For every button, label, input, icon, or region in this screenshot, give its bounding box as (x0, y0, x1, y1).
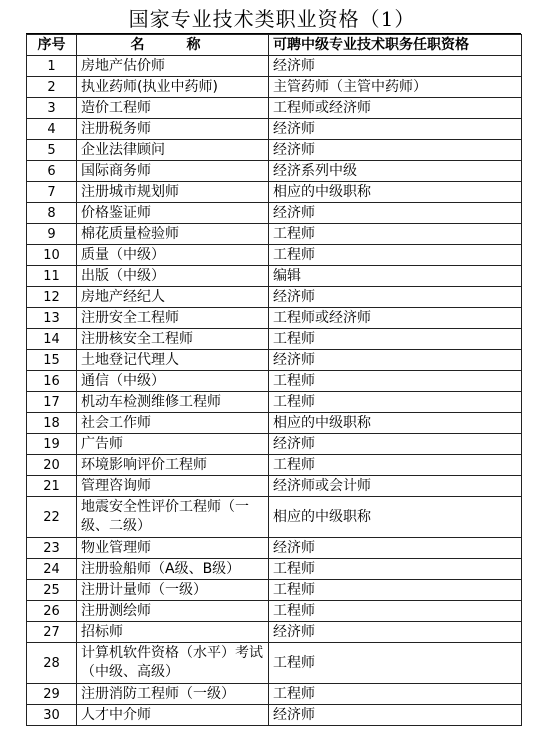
qualification-table (26, 34, 522, 726)
row-number: 14 (27, 329, 77, 350)
table-row (27, 538, 522, 559)
qualification-name: 通信（中级） (77, 371, 269, 392)
qualification-rank: 主管药师（主管中药师） (269, 77, 522, 98)
qualification-rank: 工程师 (269, 329, 522, 350)
table-header-row (27, 35, 522, 56)
qualification-rank: 相应的中级职称 (269, 413, 522, 434)
row-number: 1 (27, 56, 77, 77)
qualification-rank: 经济师 (269, 538, 522, 559)
qualification-name: 注册安全工程师 (77, 308, 269, 329)
table-row (27, 705, 522, 726)
row-number: 18 (27, 413, 77, 434)
qualification-rank: 经济师 (269, 203, 522, 224)
qualification-name: 房地产估价师 (77, 56, 269, 77)
table-row (27, 497, 522, 538)
qualification-rank: 工程师 (269, 601, 522, 622)
qualification-name: 注册消防工程师（一级） (77, 684, 269, 705)
table-row (27, 161, 522, 182)
table-row (27, 203, 522, 224)
row-number: 20 (27, 455, 77, 476)
table-row (27, 413, 522, 434)
table-row (27, 601, 522, 622)
qualification-rank: 经济师 (269, 434, 522, 455)
qualification-name: 注册计量师（一级） (77, 580, 269, 601)
qualification-rank: 工程师或经济师 (269, 98, 522, 119)
qualification-rank: 工程师 (269, 643, 522, 684)
qualification-rank: 经济师 (269, 140, 522, 161)
table-row (27, 392, 522, 413)
qualification-name: 广告师 (77, 434, 269, 455)
row-number: 7 (27, 182, 77, 203)
row-number: 19 (27, 434, 77, 455)
table-row (27, 622, 522, 643)
qualification-name: 环境影响评价工程师 (77, 455, 269, 476)
qualification-name: 管理咨询师 (77, 476, 269, 497)
row-number: 29 (27, 684, 77, 705)
row-number: 28 (27, 643, 77, 684)
qualification-rank: 经济系列中级 (269, 161, 522, 182)
qualification-rank: 经济师 (269, 622, 522, 643)
qualification-name: 注册税务师 (77, 119, 269, 140)
page-title: 国家专业技术类职业资格（1） (128, 7, 416, 31)
row-number: 10 (27, 245, 77, 266)
qualification-name: 质量（中级） (77, 245, 269, 266)
qualification-name: 执业药师(执业中药师) (77, 77, 269, 98)
qualification-name: 注册测绘师 (77, 601, 269, 622)
row-number: 21 (27, 476, 77, 497)
qualification-rank: 编辑 (269, 266, 522, 287)
table-row (27, 266, 522, 287)
row-number: 9 (27, 224, 77, 245)
row-number: 25 (27, 580, 77, 601)
table-row (27, 434, 522, 455)
qualification-rank: 经济师 (269, 287, 522, 308)
qualification-rank: 工程师 (269, 371, 522, 392)
table-row (27, 224, 522, 245)
row-number: 22 (27, 497, 77, 538)
header-num: 序号 (27, 35, 77, 56)
table-row (27, 580, 522, 601)
qualification-rank: 工程师 (269, 455, 522, 476)
row-number: 8 (27, 203, 77, 224)
row-number: 5 (27, 140, 77, 161)
table-row (27, 308, 522, 329)
qualification-name: 房地产经纪人 (77, 287, 269, 308)
qualification-rank: 经济师 (269, 56, 522, 77)
row-number: 4 (27, 119, 77, 140)
qualification-rank: 工程师 (269, 392, 522, 413)
row-number: 2 (27, 77, 77, 98)
table-row (27, 643, 522, 684)
qualification-name: 注册城市规划师 (77, 182, 269, 203)
row-number: 26 (27, 601, 77, 622)
qualification-name: 棉花质量检验师 (77, 224, 269, 245)
table-row (27, 77, 522, 98)
qualification-rank: 工程师 (269, 580, 522, 601)
qualification-rank: 相应的中级职称 (269, 497, 522, 538)
qualification-name: 物业管理师 (77, 538, 269, 559)
qualification-rank: 经济师 (269, 705, 522, 726)
qualification-name: 企业法律顾问 (77, 140, 269, 161)
table-body (27, 56, 522, 726)
row-number: 15 (27, 350, 77, 371)
row-number: 16 (27, 371, 77, 392)
qualification-name: 人才中介师 (77, 705, 269, 726)
row-number: 24 (27, 559, 77, 580)
qualification-name: 计算机软件资格（水平）考试（中级、高级） (77, 643, 269, 684)
row-number: 3 (27, 98, 77, 119)
row-number: 6 (27, 161, 77, 182)
table-row (27, 140, 522, 161)
table-row (27, 98, 522, 119)
table-row (27, 182, 522, 203)
qualification-name: 社会工作师 (77, 413, 269, 434)
qualification-name: 注册核安全工程师 (77, 329, 269, 350)
qualification-rank: 经济师 (269, 119, 522, 140)
qualification-name: 造价工程师 (77, 98, 269, 119)
qualification-name: 出版（中级） (77, 266, 269, 287)
row-number: 17 (27, 392, 77, 413)
qualification-rank: 经济师 (269, 350, 522, 371)
qualification-name: 地震安全性评价工程师（一级、二级） (77, 497, 269, 538)
qualification-name: 招标师 (77, 622, 269, 643)
qualification-rank: 经济师或会计师 (269, 476, 522, 497)
qualification-rank: 工程师 (269, 245, 522, 266)
qualification-rank: 工程师 (269, 224, 522, 245)
table-row (27, 455, 522, 476)
row-number: 12 (27, 287, 77, 308)
table-row (27, 350, 522, 371)
row-number: 27 (27, 622, 77, 643)
qualification-rank: 工程师 (269, 559, 522, 580)
table-row (27, 559, 522, 580)
row-number: 11 (27, 266, 77, 287)
qualification-name: 价格鉴证师 (77, 203, 269, 224)
qualification-name: 注册验船师（A级、B级） (77, 559, 269, 580)
qualification-rank: 工程师 (269, 684, 522, 705)
table-row (27, 287, 522, 308)
table-row (27, 245, 522, 266)
table-row (27, 329, 522, 350)
row-number: 23 (27, 538, 77, 559)
table-row (27, 371, 522, 392)
row-number: 13 (27, 308, 77, 329)
qualification-name: 国际商务师 (77, 161, 269, 182)
header-name: 名 称 (77, 35, 269, 56)
table-row (27, 476, 522, 497)
table-row (27, 56, 522, 77)
qualification-name: 土地登记代理人 (77, 350, 269, 371)
qualification-name: 机动车检测维修工程师 (77, 392, 269, 413)
row-number: 30 (27, 705, 77, 726)
table-row (27, 684, 522, 705)
qualification-rank: 相应的中级职称 (269, 182, 522, 203)
table-row (27, 119, 522, 140)
header-qualification: 可聘中级专业技术职务任职资格 (269, 35, 522, 56)
qualification-rank: 工程师或经济师 (269, 308, 522, 329)
